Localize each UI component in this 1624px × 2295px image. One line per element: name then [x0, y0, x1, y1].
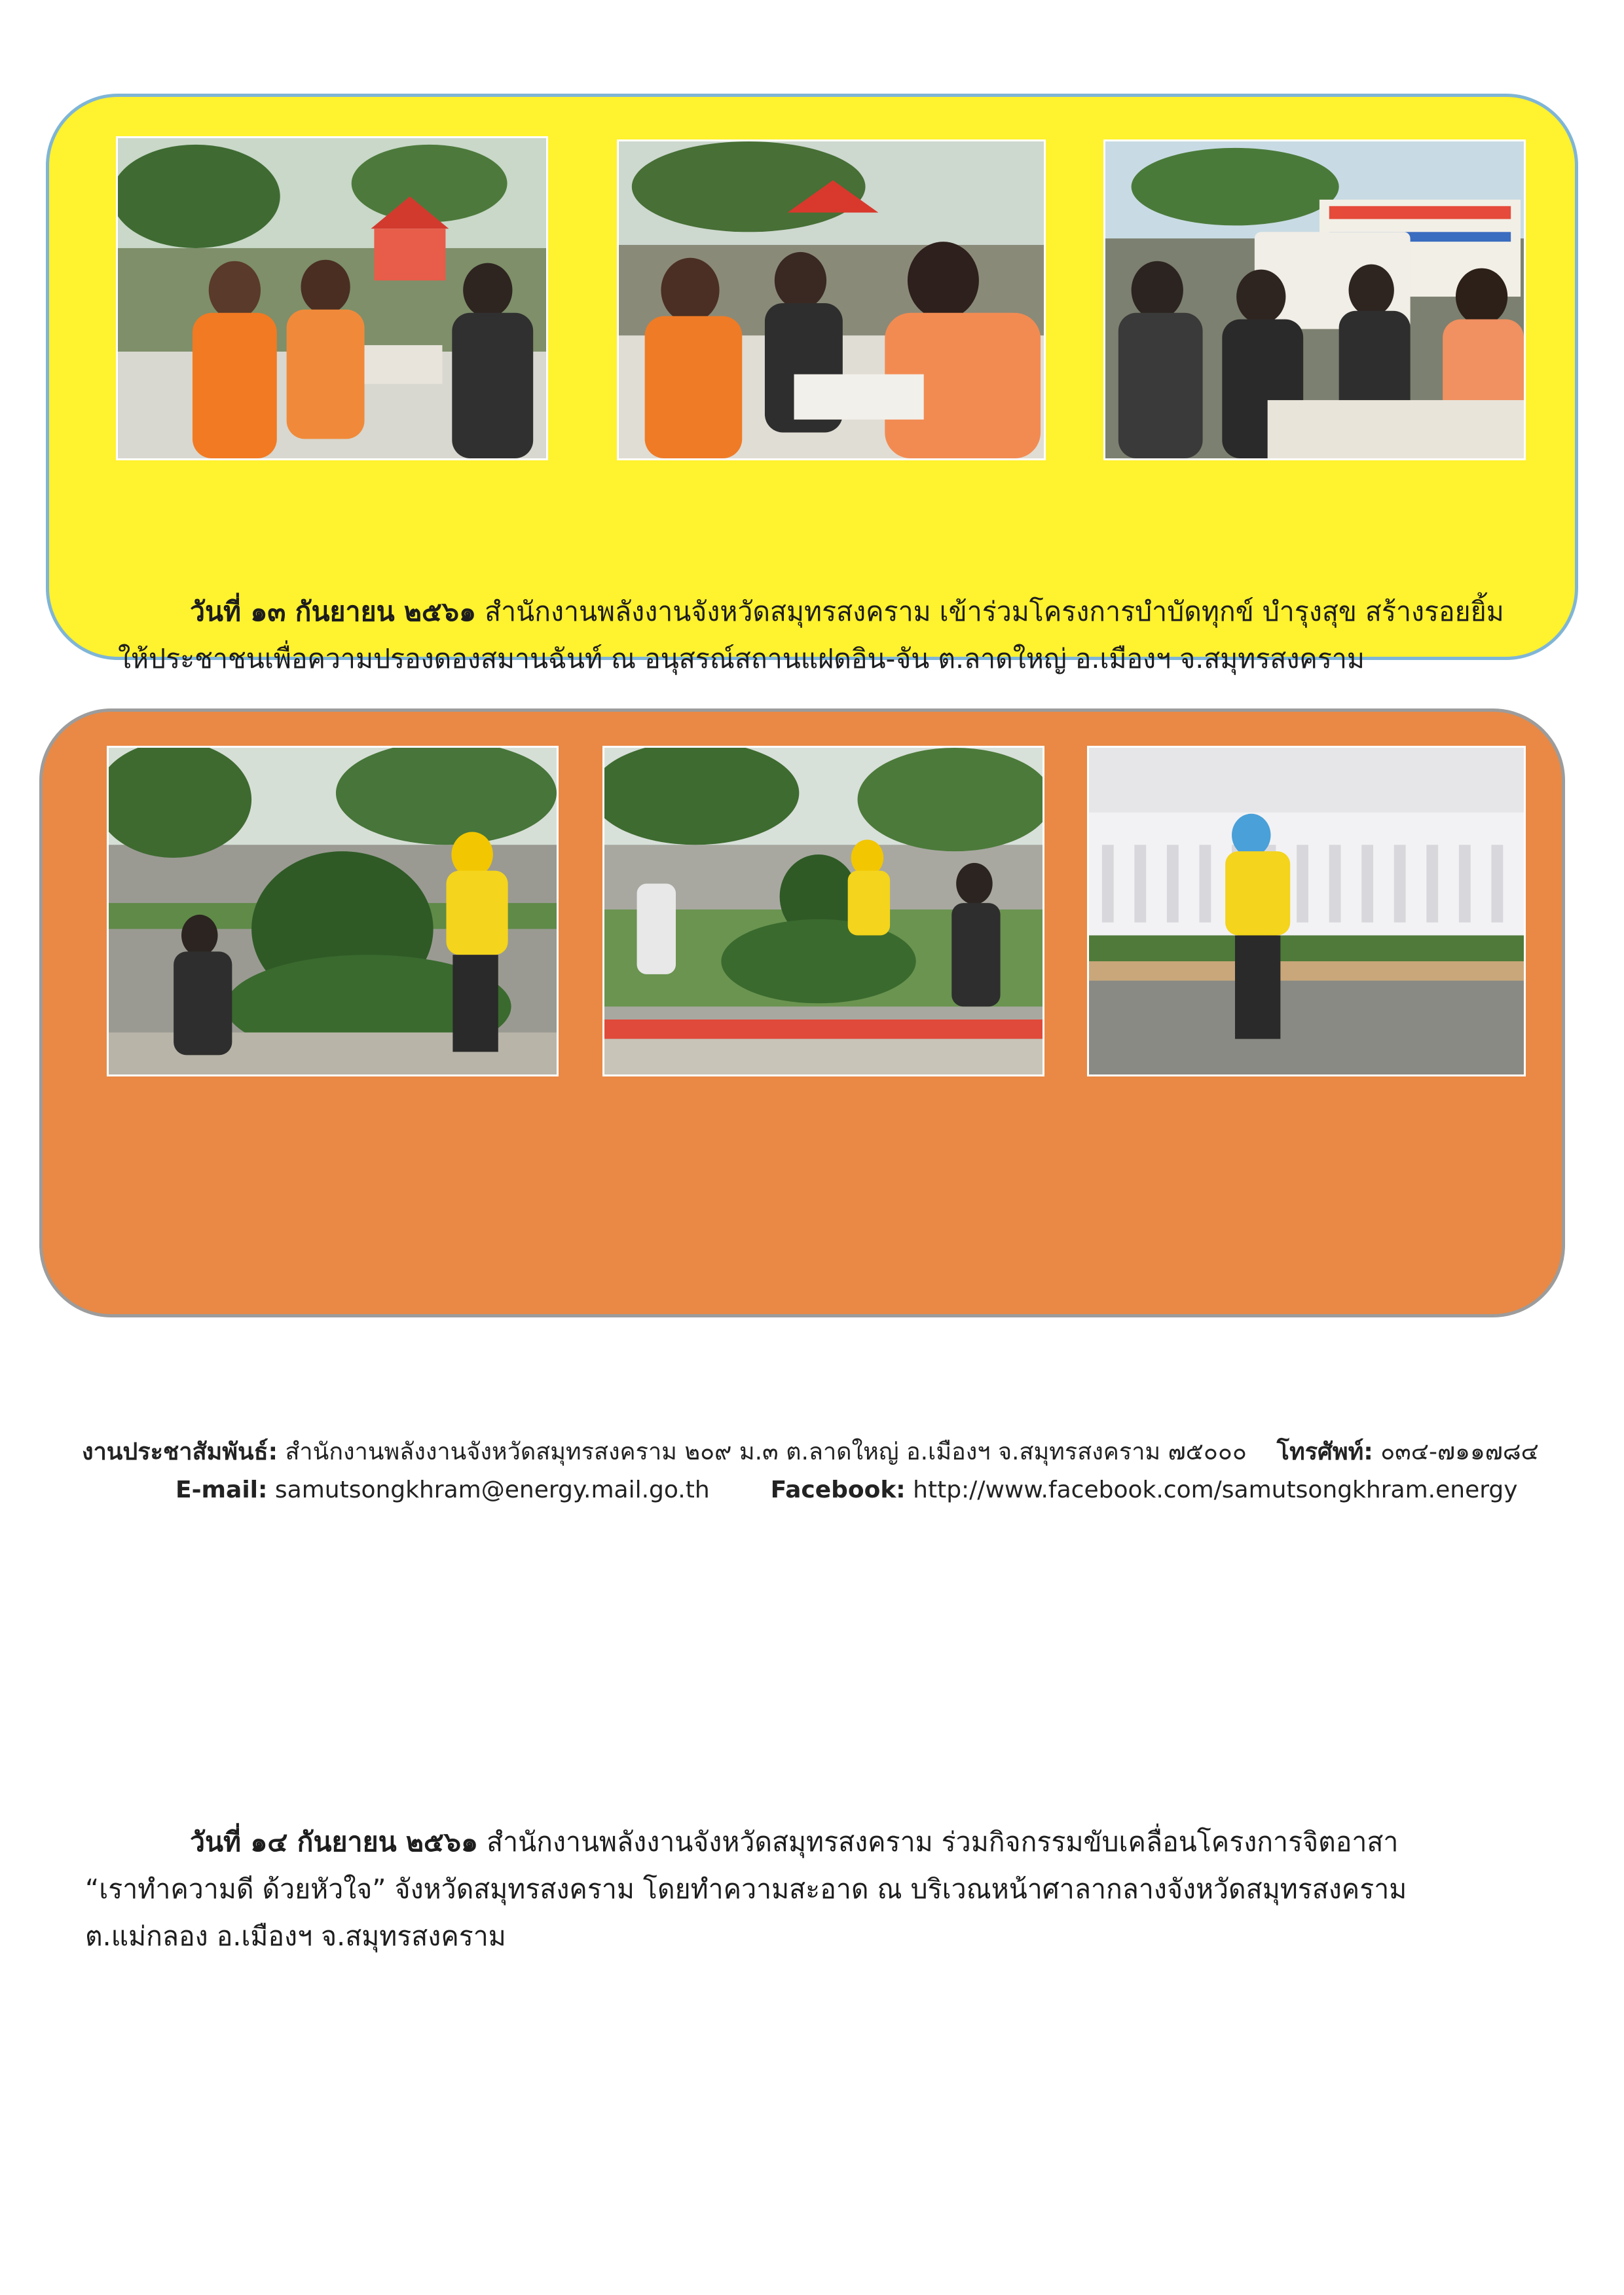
event-date: วันที่ ๑๔ กันยายน ๒๕๖๑ — [190, 1826, 479, 1858]
caption-text: “เราทำความดี ด้วยหัวใจ” จังหวัดสมุทรสงคราม โดยทำความสะอาด ณ บริเวณหน้าศาลากลางจังหวัดสมุทรสงคราม — [85, 1873, 1407, 1905]
event-photo-1 — [116, 136, 548, 460]
caption-text: ต.แม่กลอง อ.เมืองฯ จ.สมุทรสงคราม — [85, 1920, 506, 1952]
email-address[interactable]: samutsongkhram@energy.mail.go.th — [274, 1477, 710, 1503]
phone-number: ๐๓๔-๗๑๑๗๘๔ — [1380, 1439, 1539, 1465]
caption-text: สำนักงานพลังงานจังหวัดสมุทรสงคราม เข้าร่วมโครงการบำบัดทุกข์ บำรุงสุข สร้างรอยยิ้ม — [485, 596, 1504, 627]
event-panel-sep-13 — [46, 94, 1578, 674]
event-photo-5 — [602, 746, 1044, 1076]
pr-text: สำนักงานพลังงานจังหวัดสมุทรสงคราม ๒๐๙ ม.๓ ต.ลาดใหญ่ อ.เมืองฯ จ.สมุทรสงคราม ๗๕๐๐๐ — [285, 1439, 1247, 1465]
caption-text: สำนักงานพลังงานจังหวัดสมุทรสงคราม ร่วมกิจกรรมขับเคลื่อนโครงการจิตอาสา — [487, 1826, 1399, 1858]
pr-label: งานประชาสัมพันธ์: — [82, 1439, 278, 1465]
event-photo-3 — [1103, 139, 1526, 460]
facebook-link[interactable]: http://www.facebook.com/samutsongkhram.energy — [913, 1477, 1518, 1503]
event-caption-2 — [85, 1818, 1552, 1960]
event-photo-6 — [1087, 746, 1526, 1076]
footer-address — [82, 1433, 1539, 1470]
event-photo-2 — [617, 139, 1046, 460]
phone-label: โทรศัพท์: — [1276, 1439, 1373, 1465]
footer-contacts — [175, 1477, 1518, 1503]
event-photo-4 — [107, 746, 559, 1076]
email-label: E-mail: — [175, 1477, 268, 1503]
facebook-label: Facebook: — [770, 1477, 906, 1503]
event-caption-1 — [118, 588, 1585, 682]
caption-text: ให้ประชาชนเพื่อความปรองดองสมานฉันท์ ณ อนุสรณ์สถานแฝดอิน-จัน ต.ลาดใหญ่ อ.เมืองฯ จ.สมุทรสงคราม — [118, 643, 1365, 674]
event-date: วันที่ ๑๓ กันยายน ๒๕๖๑ — [190, 596, 477, 627]
